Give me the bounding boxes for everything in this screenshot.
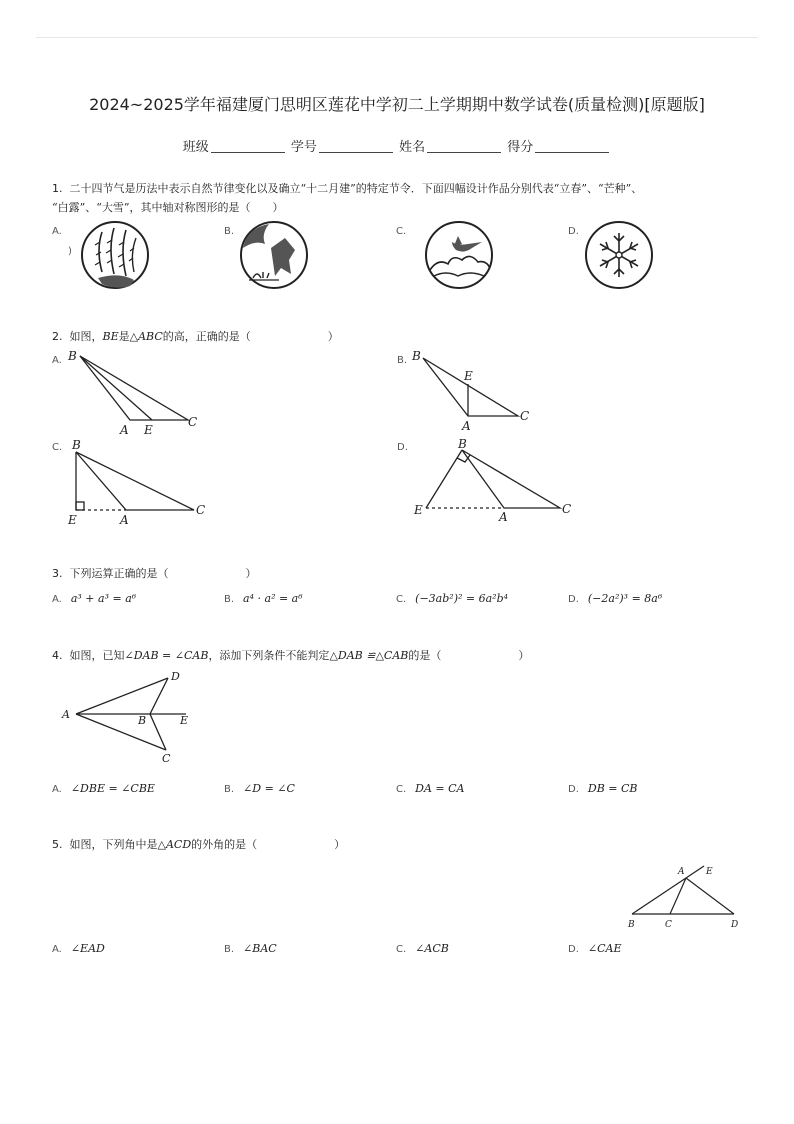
name-label: 姓名 <box>399 140 426 155</box>
q2-number: 2. <box>52 330 63 343</box>
page-title: 2024~2025学年福建厦门思明区莲花中学初二上学期期中数学试卷(质量检测)[原题版] <box>89 95 705 114</box>
q5-stem-post: 的外角的是（ ） <box>191 838 346 851</box>
q5-number: 5. <box>52 838 63 851</box>
q4-option-b[interactable] <box>224 782 295 795</box>
q1-line1 <box>52 180 642 196</box>
q1-option-d-label: D. <box>568 226 579 237</box>
q5-option-b[interactable] <box>224 942 277 955</box>
name-blank[interactable] <box>427 140 501 153</box>
q5-label-a: A <box>678 867 685 877</box>
q2d-label-c: C <box>562 502 572 516</box>
q4-label-d: D <box>171 670 180 683</box>
q3-option-d-text: (−2a²)³ = 8a⁶ <box>587 592 663 605</box>
q4-stem-pre: 如图，已知 <box>69 649 125 662</box>
q4-label-a: A <box>62 708 70 721</box>
q3-option-a-text: a³ + a³ = a⁶ <box>70 592 137 605</box>
white-dew-bird-icon[interactable] <box>424 220 494 290</box>
q4-option-a-text: ∠DBE = ∠CBE <box>70 782 155 795</box>
q5-label-d: D <box>731 920 739 930</box>
q1-line2: “白露”、“大雪”，其中轴对称图形的是（ ） <box>52 201 284 214</box>
q3-option-b[interactable] <box>224 592 303 605</box>
q4-option-a[interactable] <box>52 782 155 795</box>
q5-option-d-letter: D. <box>568 944 579 955</box>
q4-stem-math-angles: ∠DAB = ∠CAB <box>124 649 209 662</box>
q5-label-c: C <box>665 920 672 930</box>
q4-option-c[interactable] <box>396 782 465 795</box>
class-blank[interactable] <box>211 140 285 153</box>
q2-option-b-label: B. <box>397 355 408 366</box>
q4-number: 4. <box>52 649 63 662</box>
id-label: 学号 <box>290 140 317 155</box>
q4-stem-math-congruent: △DAB ≌△CAB <box>329 649 409 662</box>
q2-option-c-label: C. <box>52 442 63 453</box>
q2-figure-b[interactable] <box>408 348 538 436</box>
q2d-label-e: E <box>414 503 423 517</box>
q4-option-c-letter: C. <box>396 784 407 795</box>
q3-option-c[interactable] <box>396 592 508 605</box>
q5-figure[interactable] <box>620 862 750 934</box>
q5-option-d-text: ∠CAE <box>587 942 622 955</box>
q2a-label-e: E <box>144 423 153 437</box>
q5-label-b: B <box>628 920 635 930</box>
q5-option-c-letter: C. <box>396 944 407 955</box>
q2b-label-a: A <box>462 419 471 433</box>
q2b-label-c: C <box>520 409 530 423</box>
q1-option-b-label: B. <box>224 226 235 237</box>
q2c-label-b: B <box>72 438 81 452</box>
q1-stem-line1: 二十四节气是历法中表示自然节律变化以及确立“十二月建”的特定节令．下面四幅设计作品分别代表“立春”、“芒种”、 <box>69 182 643 195</box>
q4-option-a-letter: A. <box>52 784 62 795</box>
top-divider <box>36 37 758 38</box>
q2c-label-c: C <box>196 503 206 517</box>
q1-option-c-label: C. <box>396 226 407 237</box>
q2a-label-a: A <box>120 423 129 437</box>
q3-option-a-letter: A. <box>52 594 62 605</box>
q2-stem-post: 的高，正确的是（ ） <box>162 330 339 343</box>
q5-option-d[interactable] <box>568 942 622 955</box>
q2c-label-a: A <box>120 513 129 527</box>
q4-option-d[interactable] <box>568 782 638 795</box>
q5-option-a-letter: A. <box>52 944 62 955</box>
q4-stem-mid: ，添加下列条件不能判定 <box>208 649 330 662</box>
q2-figure-c[interactable] <box>60 436 220 528</box>
q1-stray-paren: ) <box>68 246 72 257</box>
q2d-label-a: A <box>499 510 508 524</box>
q5-stem <box>52 836 345 852</box>
q5-option-a-text: ∠EAD <box>70 942 105 955</box>
q2-option-a-label: A. <box>52 355 62 366</box>
q5-stem-math-acd: △ACD <box>157 838 192 851</box>
q3-option-c-text: (−3ab²)² = 6a²b⁴ <box>415 592 509 605</box>
q2d-label-b: B <box>458 437 467 451</box>
q1-number: 1. <box>52 182 63 195</box>
student-info-line <box>0 136 794 155</box>
q3-option-d-letter: D. <box>568 594 579 605</box>
q3-option-a[interactable] <box>52 592 136 605</box>
q2a-label-c: C <box>188 415 198 429</box>
q5-label-e: E <box>706 867 713 877</box>
id-blank[interactable] <box>319 140 393 153</box>
q2a-label-b: B <box>68 349 77 363</box>
score-label: 得分 <box>507 140 534 155</box>
q3-option-b-letter: B. <box>224 594 235 605</box>
heavy-snow-snowflake-icon[interactable] <box>584 220 654 290</box>
q5-option-b-text: ∠BAC <box>243 942 277 955</box>
q4-label-b: B <box>138 714 147 727</box>
grain-in-ear-icon[interactable] <box>239 220 309 290</box>
q2-stem-mid: 是△ <box>118 330 139 343</box>
q4-stem <box>52 647 529 663</box>
q3-number: 3. <box>52 567 63 580</box>
q4-option-b-text: ∠D = ∠C <box>243 782 295 795</box>
q4-stem-post: 的是（ ） <box>408 649 530 662</box>
spring-willow-icon[interactable] <box>80 220 150 290</box>
q2-option-d-label: D. <box>397 442 408 453</box>
q2-stem <box>52 328 339 344</box>
q4-label-c: C <box>162 752 171 765</box>
q4-option-b-letter: B. <box>224 784 235 795</box>
q2-stem-pre: 如图， <box>69 330 103 343</box>
q4-figure[interactable] <box>56 668 206 768</box>
q3-option-d[interactable] <box>568 592 662 605</box>
q3-stem <box>52 565 257 581</box>
q2-figure-a[interactable] <box>60 348 210 438</box>
q2-figure-d[interactable] <box>410 436 580 526</box>
q4-option-c-text: DA = CA <box>415 782 465 795</box>
q2-stem-math-abc: ABC <box>138 330 163 343</box>
q2b-label-b: B <box>412 349 421 363</box>
q4-option-d-text: DB = CB <box>587 782 638 795</box>
q5-option-c-text: ∠ACB <box>415 942 449 955</box>
class-label: 班级 <box>182 140 209 155</box>
score-blank[interactable] <box>535 140 609 153</box>
q1-option-a-label: A. <box>52 226 62 237</box>
q3-stem-text: 下列运算正确的是（ ） <box>69 567 257 580</box>
q4-label-e: E <box>180 714 189 727</box>
q2-stem-math-be: BE <box>102 330 119 343</box>
q3-option-b-text: a⁴ · a² = a⁶ <box>243 592 303 605</box>
q4-option-d-letter: D. <box>568 784 579 795</box>
q5-option-c[interactable] <box>396 942 449 955</box>
q2b-label-e: E <box>464 369 473 383</box>
q3-option-c-letter: C. <box>396 594 407 605</box>
q5-stem-pre: 如图，下列角中是 <box>69 838 158 851</box>
q5-option-b-letter: B. <box>224 944 235 955</box>
q2c-label-e: E <box>68 513 77 527</box>
q5-option-a[interactable] <box>52 942 105 955</box>
